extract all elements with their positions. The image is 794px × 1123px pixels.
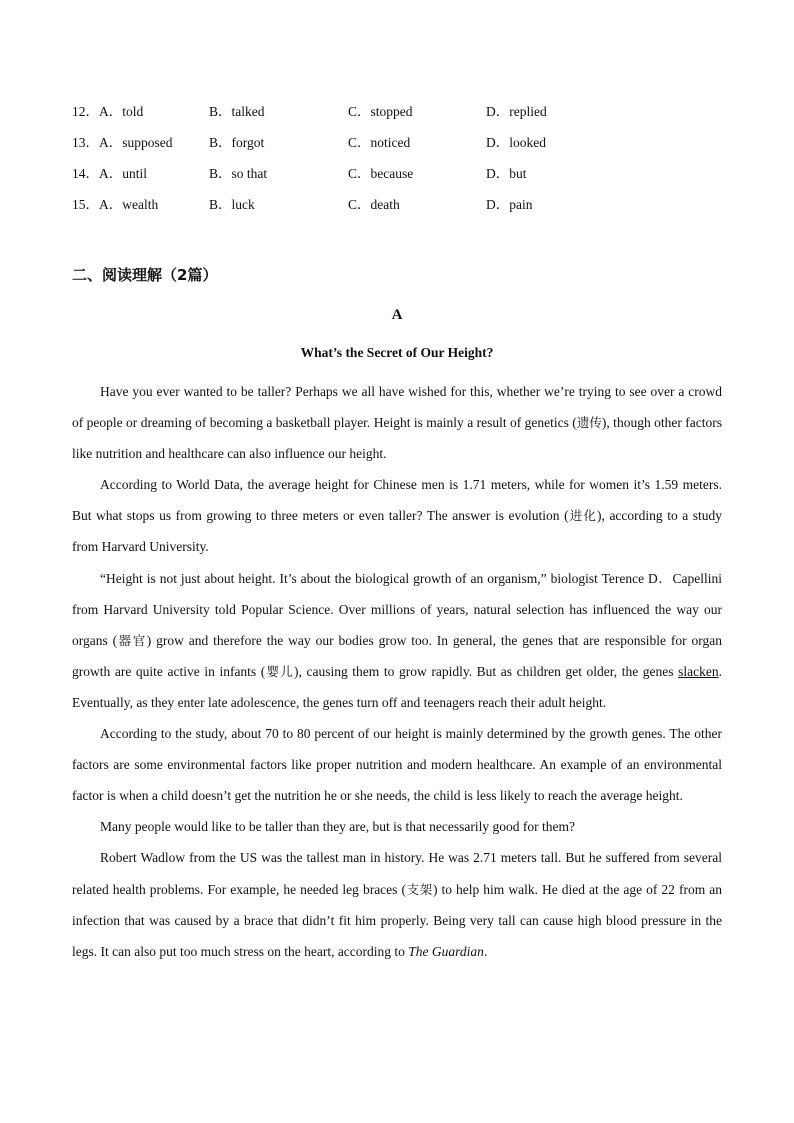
chinese-gloss: 支架 xyxy=(405,881,433,897)
question-number: 12． xyxy=(72,104,99,119)
option-b: B．forgot xyxy=(209,135,265,150)
option-a xyxy=(72,103,143,121)
text-run: ), though other factors like nutrition and healthcare can also influence our height. xyxy=(72,415,722,462)
chinese-gloss: 进化 xyxy=(568,508,598,524)
text-run: ), causing them to grow rapidly. But as children get older, the genes xyxy=(293,663,679,679)
passage-body xyxy=(72,376,722,967)
chinese-gloss: 婴儿 xyxy=(265,663,294,679)
paragraph-6 xyxy=(72,842,722,966)
underlined-word: slacken xyxy=(678,663,719,679)
option-a xyxy=(72,165,147,183)
text-run: . xyxy=(483,943,488,959)
option-a-text: A．supposed xyxy=(99,135,173,150)
text-run: “Height is not just about height. It’s about the biological growth of an organism,” biologist Terence D．Capellini from Harvard University told Popular Science. Over millions of years, natural selection has influenced the way our organs ( xyxy=(72,570,722,648)
option-d: D．pain xyxy=(486,197,533,212)
option-d: D．looked xyxy=(486,135,546,150)
option-c: C．stopped xyxy=(348,104,413,119)
paragraph-2 xyxy=(72,469,722,562)
option-d: D．replied xyxy=(486,104,547,119)
chinese-gloss: 器官 xyxy=(117,632,147,648)
option-c: C．noticed xyxy=(348,135,411,150)
chinese-gloss: 遗传 xyxy=(576,415,602,431)
option-a-text: A．until xyxy=(99,166,148,181)
paragraph-5: Many people would like to be taller than they are, but is that necessarily good for them? xyxy=(100,819,575,835)
option-d: D．but xyxy=(486,166,527,181)
option-c: C．death xyxy=(348,197,400,212)
text-run: ), according to a study from Harvard University. xyxy=(72,508,722,555)
text-run: . Eventually, as they enter late adolescence, the genes turn off and teenagers reach their adult height. xyxy=(72,663,722,710)
paragraph-4: According to the study, about 70 to 80 percent of our height is mainly determined by the growth genes. The other factors are some environmental factors like proper nutrition and modern healthcare. An example of an environmental factor is when a child doesn’t get the nutrition he or she needs, the child is less likely to reach the average height. xyxy=(72,726,722,804)
text-run: ) grow and therefore the way our bodies grow too. In general, the genes that are responsible for organ growth are quite active in infants ( xyxy=(72,632,722,679)
section-heading: 二、阅读理解（2篇） xyxy=(72,266,218,284)
option-a-text: A．told xyxy=(99,104,144,119)
passage-title: What’s the Secret of Our Height? xyxy=(300,345,494,360)
publication-name: The Guardian xyxy=(408,943,484,959)
paragraph-1 xyxy=(72,376,722,469)
text-run: ) to help him walk. He died at the age of 22 from an infection that was caused by a brace that didn’t fit him properly. Being very tall can cause high blood pressure in the legs. It can also put too much stress on the heart, according to xyxy=(72,881,722,959)
question-number: 13． xyxy=(72,135,99,150)
text-run: According to World Data, the average height for Chinese men is 1.71 meters, while for women it’s 1.59 meters. But what stops us from growing to three meters or even taller? The answer is evolution ( xyxy=(72,477,722,524)
text-run: Have you ever wanted to be taller? Perhaps we all have wished for this, whether we’re trying to see over a crowd of people or dreaming of becoming a basketball player. Height is mainly a result of genetics ( xyxy=(72,384,722,431)
passage-letter: A xyxy=(391,307,403,323)
option-b: B．so that xyxy=(209,166,268,181)
question-number: 14． xyxy=(72,166,99,181)
option-c: C．because xyxy=(348,166,414,181)
paragraph-3 xyxy=(72,563,722,718)
option-a-text: A．wealth xyxy=(99,197,159,212)
option-b: B．talked xyxy=(209,104,265,119)
question-number: 15． xyxy=(72,197,99,212)
option-a xyxy=(72,196,158,214)
text-run: Robert Wadlow from the US was the tallest man in history. He was 2.71 meters tall. But he suffered from several related health problems. For example, he needed leg braces ( xyxy=(72,850,722,897)
option-b: B．luck xyxy=(209,197,255,212)
option-a xyxy=(72,134,173,152)
